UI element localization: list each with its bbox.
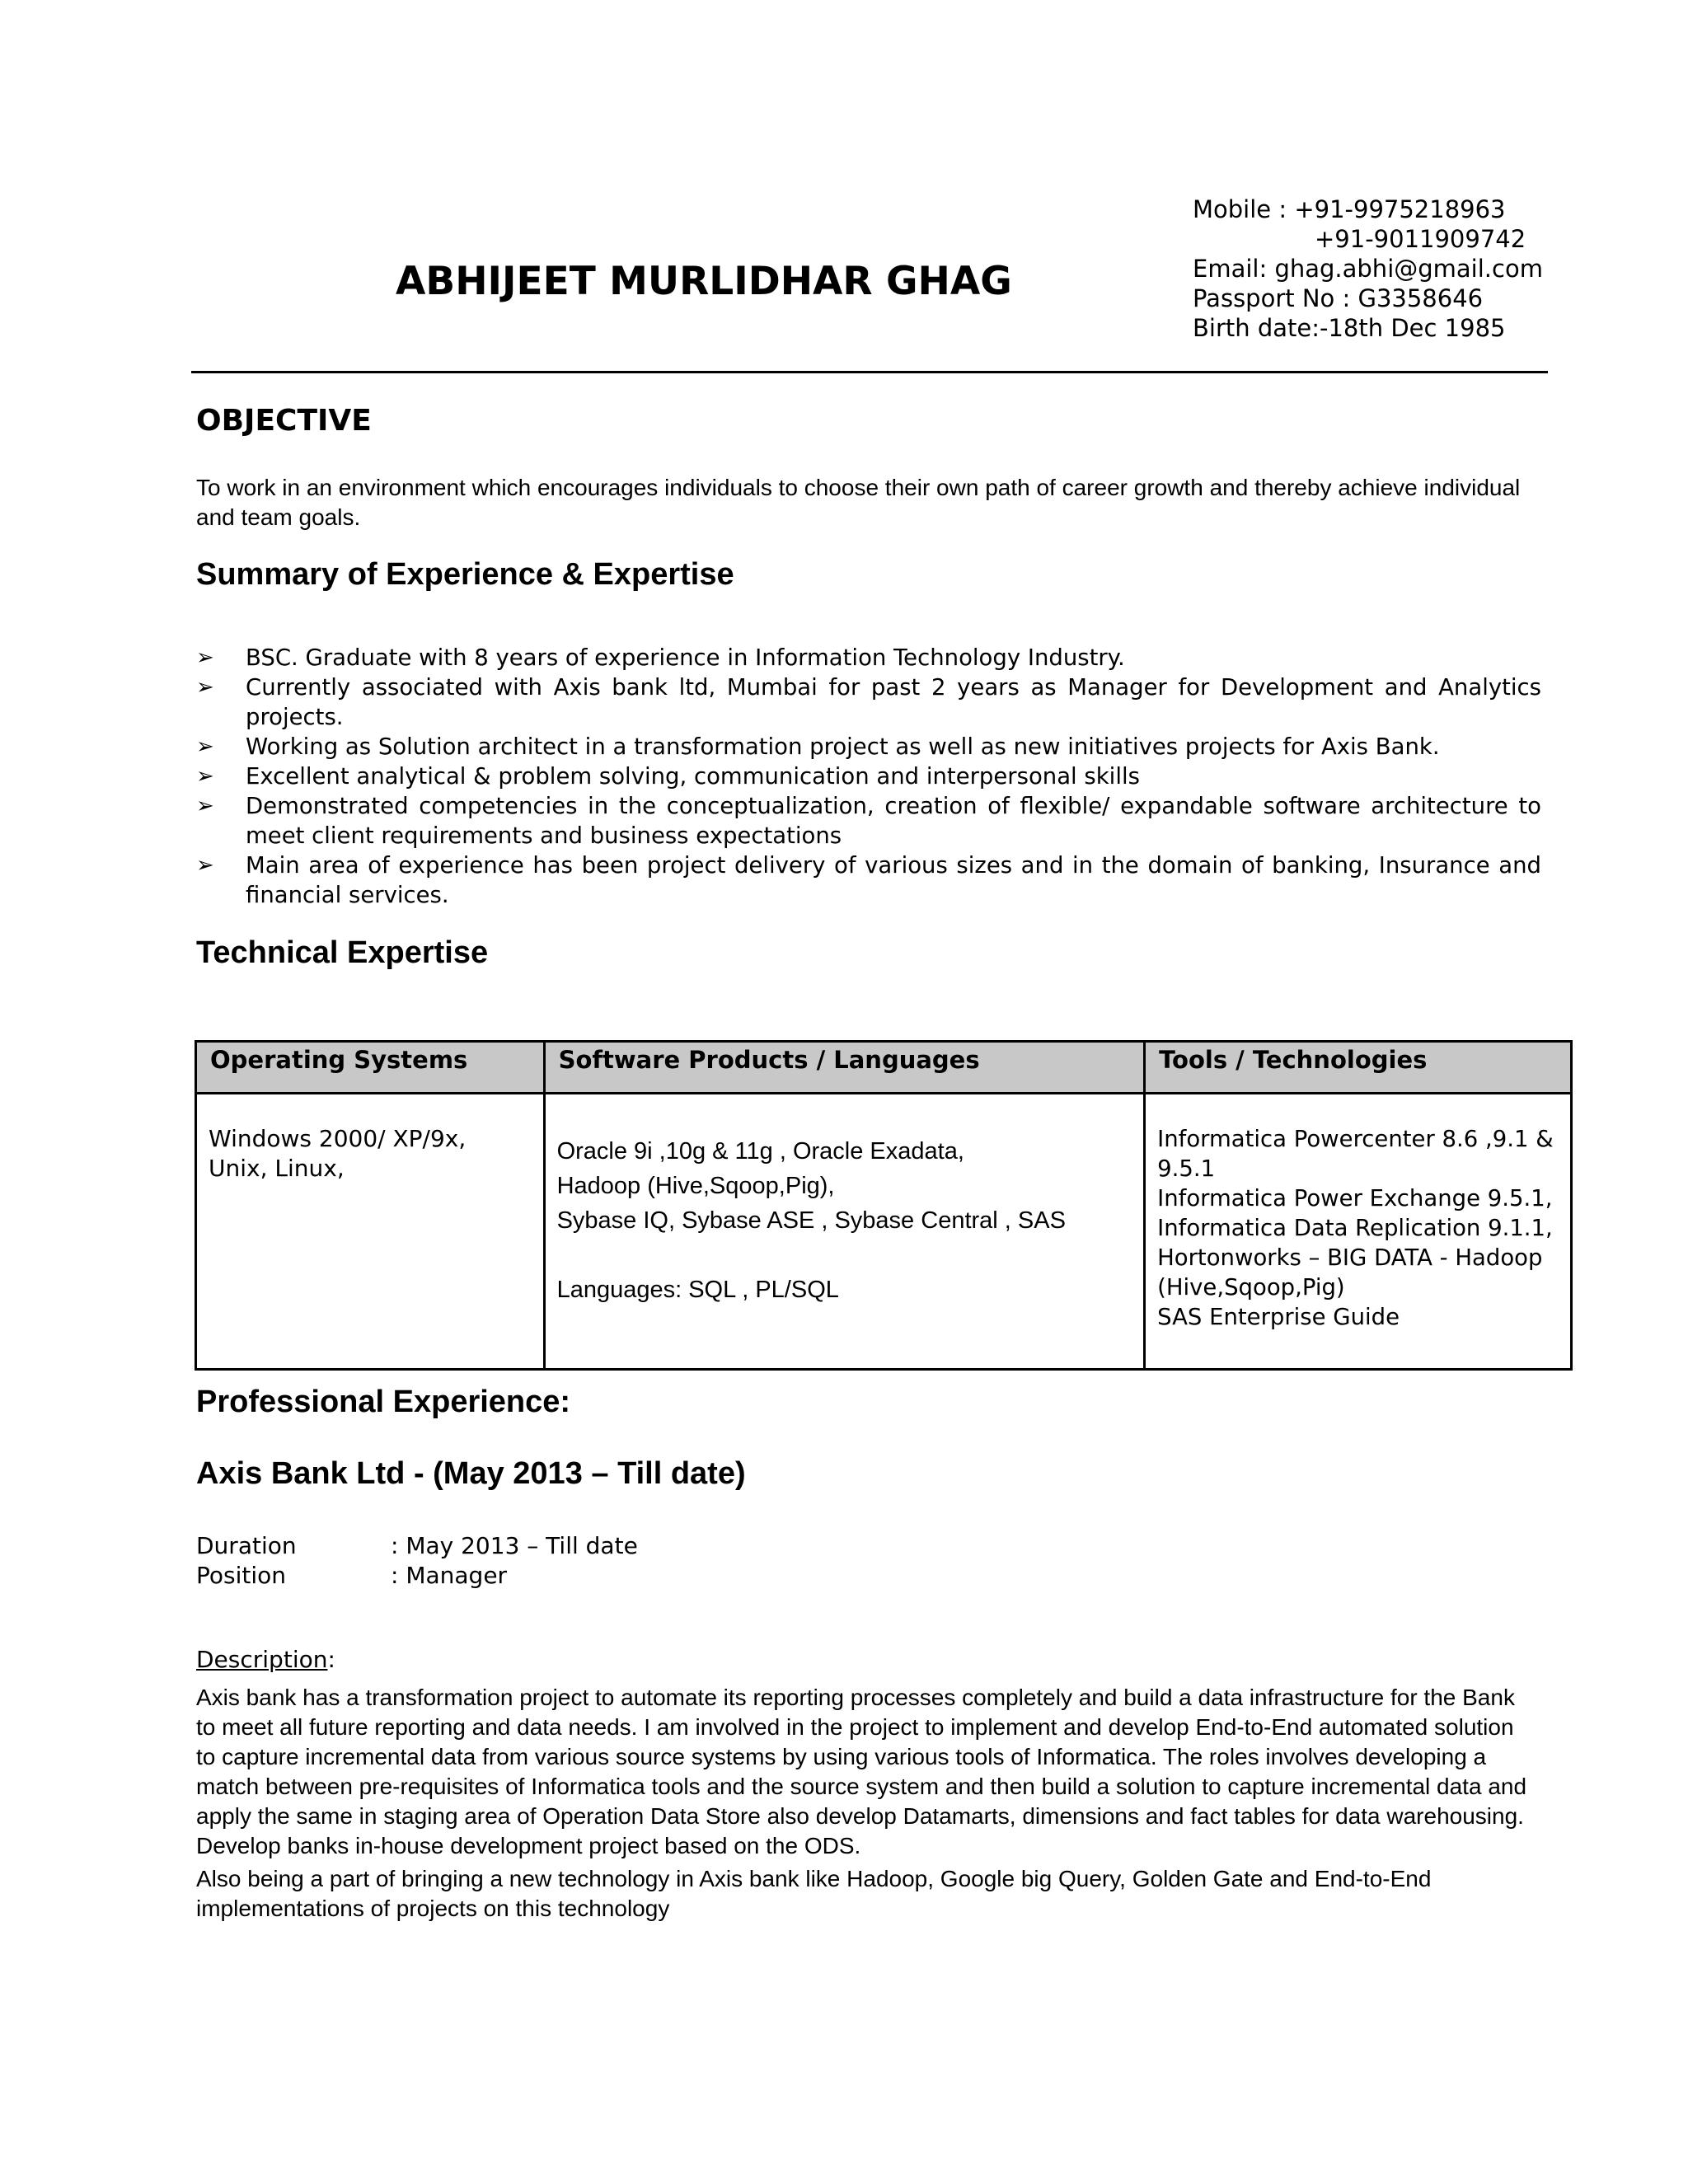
software-line: Sybase IQ, Sybase ASE , Sybase Central , SAS [556,1207,1066,1234]
duration-value: : May 2013 – Till date [391,1532,638,1559]
duration-row [196,1531,638,1561]
tools-line: (Hive,Sqoop,Pig) [1157,1274,1345,1301]
professional-heading: Professional Experience: [196,1385,571,1419]
column-header-software: Software Products / Languages [544,1042,1145,1094]
list-item: ➢ Main area of experience has been project delivery of various sizes and in the domain of banking, Insurance and financial services. [196,852,1541,908]
candidate-name: ABHIJEET MURLIDHAR GHAG [396,259,1012,304]
passport-line: Passport No : G3358646 [1193,284,1484,312]
arrow-bullet-icon: ➢ [196,645,214,670]
objective-text: To work in an environment which encourages individuals to choose their own path of career growth and thereby achieve individual and team goals. [196,475,1521,530]
software-line: Hadoop (Hive,Sqoop,Pig), [556,1173,835,1199]
position-label: Position [196,1562,287,1589]
tools-line: 9.5.1 [1157,1155,1216,1182]
software-line: Oracle 9i ,10g & 11g , Oracle Exadata, [556,1138,964,1165]
table-row [196,1094,1572,1370]
os-line: Unix, Linux, [209,1155,345,1182]
contact-block [1193,194,1543,343]
description-paragraph-1: Axis bank has a transformation project to automate its reporting processes completely and build a data infrastructure for the Bank to meet all future reporting and data needs. I am involved in the project to implement and develop End-to-End automated solution to capture incremental data from various source systems by using various tools of Informatica. The roles involves developing a match between pre-requisites of Informatica tools and the source system and then build a solution to capture incremental data and apply the same in staging area of Operation Data Store also develop Datamarts, dimensions and fact tables for data warehousing. Develop banks in-house development project based on the ODS. [196,1685,1527,1858]
duration-label: Duration [196,1532,297,1559]
header-divider [191,371,1548,373]
summary-list [196,643,1541,910]
software-line: Languages: SQL , PL/SQL [556,1277,839,1303]
technical-table [195,1040,1573,1371]
company-heading: Axis Bank Ltd - (May 2013 – Till date) [196,1456,746,1491]
tools-cell [1145,1094,1572,1370]
objective-heading: OBJECTIVE [196,404,372,438]
table-header-row [196,1042,1572,1094]
list-item: ➢ Excellent analytical & problem solving, communication and interpersonal skills [196,763,1140,790]
tools-line: Informatica Data Replication 9.1.1, [1157,1215,1553,1241]
arrow-bullet-icon: ➢ [196,734,214,759]
os-cell [196,1094,545,1370]
tools-line: Informatica Power Exchange 9.5.1, [1157,1185,1553,1212]
list-item: ➢ BSC. Graduate with 8 years of experience in Information Technology Industry. [196,644,1125,671]
job-details [196,1531,638,1591]
column-header-tools: Tools / Technologies [1145,1042,1572,1094]
list-item: ➢ Working as Solution architect in a transformation project as well as new initiatives projects for Axis Bank. [196,733,1440,760]
tools-line: Hortonworks – BIG DATA - Hadoop [1157,1244,1543,1271]
technical-heading: Technical Expertise [196,935,489,970]
tools-line: SAS Enterprise Guide [1157,1304,1400,1330]
arrow-bullet-icon: ➢ [196,764,214,789]
email-line: Email: ghag.abhi@gmail.com [1193,255,1543,283]
mobile-line-1: Mobile : +91-9975218963 [1193,195,1506,223]
tools-line: Informatica Powercenter 8.6 ,9.1 & [1157,1126,1554,1152]
mobile-line-2: +91-9011909742 [1315,225,1526,253]
position-row [196,1561,638,1591]
arrow-bullet-icon: ➢ [196,675,214,700]
list-item: ➢ Currently associated with Axis bank ltd, Mumbai for past 2 years as Manager for Development and Analytics projects. [196,674,1541,730]
arrow-bullet-icon: ➢ [196,853,214,878]
os-line: Windows 2000/ XP/9x, [209,1125,467,1152]
arrow-bullet-icon: ➢ [196,794,214,818]
summary-heading: Summary of Experience & Expertise [196,557,734,592]
description-paragraph-2: Also being a part of bringing a new technology in Axis bank like Hadoop, Google big Query, Golden Gate and End-to-End implementations of projects on this technology [196,1866,1432,1921]
position-value: : Manager [391,1562,508,1589]
column-header-os: Operating Systems [196,1042,545,1094]
birth-date-line: Birth date:-18th Dec 1985 [1193,314,1506,342]
software-cell [544,1094,1145,1370]
list-item: ➢ Demonstrated competencies in the conceptualization, creation of flexible/ expandable software architecture to meet client requirements and business expectations [196,793,1541,849]
description-label: Description: [196,1646,335,1673]
